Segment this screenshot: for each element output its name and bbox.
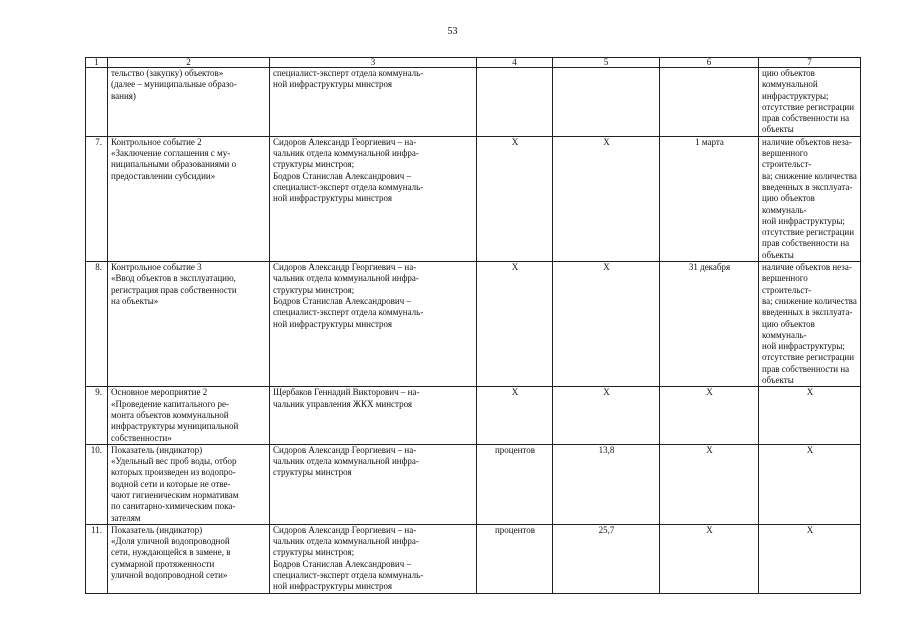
page-number: 53 [447,26,458,37]
risk: наличие объектов неза- вершенного строительст- ва; снижение количества введенных в эксплуата- цию объектов коммуналь- ной инфраструктуры; отсутствие регистрации прав собственности на объекты [759,136,861,261]
value: Х [553,387,660,444]
unit: процентов [477,524,553,593]
value: Х [553,262,660,387]
responsible: специалист-эксперт отдела коммуналь- ной инфраструктуры минстроя [270,68,477,137]
row-number: 9. [86,387,108,444]
date: Х [660,444,759,524]
plan-table [85,57,861,594]
event-name: Контрольное событие 3 «Ввод объектов в эксплуатацию, регистрация прав собственности на объекты» [108,262,270,387]
unit: Х [477,387,553,444]
risk: наличие объектов неза- вершенного строительст- ва; снижение количества введенных в эксплуата- цию объектов коммуналь- ной инфраструктуры; отсутствие регистрации прав собственности на объекты [759,262,861,387]
responsible: Щербаков Геннадий Викторович – на- чальник управления ЖКХ минстроя [270,387,477,444]
header-row [86,58,861,68]
event-name: Основное мероприятие 2 «Проведение капитального ре- монта объектов коммунальной инфраструктуры муниципальной собственности» [108,387,270,444]
event-name: тельство (закупку) объектов» (далее – муниципальные образо- вания) [108,68,270,137]
row-number: 8. [86,262,108,387]
header-cell: 7 [759,58,861,68]
table-row [86,444,861,524]
header-cell: 3 [270,58,477,68]
risk: Х [759,524,861,593]
header-cell: 4 [477,58,553,68]
table-row [86,262,861,387]
table-row [86,387,861,444]
event-name: Контрольное событие 2 «Заключение соглашения с му- ниципальными образованиями о предоставлении субсидии» [108,136,270,261]
header-cell: 2 [108,58,270,68]
unit: процентов [477,444,553,524]
unit: Х [477,262,553,387]
row-number: 10. [86,444,108,524]
event-name: Показатель (индикатор) «Удельный вес проб воды, отбор которых произведен из водопро- водной сети и которые не отве- чают гигиеническим нормативам по санитарно-химическим пока- зателям [108,444,270,524]
value: 13,8 [553,444,660,524]
table-row [86,524,861,593]
value: Х [553,136,660,261]
risk: Х [759,387,861,444]
date [660,68,759,137]
date: Х [660,387,759,444]
row-number: 11. [86,524,108,593]
row-number: 7. [86,136,108,261]
unit [477,68,553,137]
responsible: Сидоров Александр Георгиевич – на- чальник отдела коммунальной инфра- структуры минстроя [270,444,477,524]
responsible: Сидоров Александр Георгиевич – на- чальник отдела коммунальной инфра- структуры минстроя; Бодров Станислав Александрович – специалист-эксперт отдела коммуналь- ной инфраструктуры минстроя [270,524,477,593]
value [553,68,660,137]
date: 1 марта [660,136,759,261]
event-name: Показатель (индикатор) «Доля уличной водопроводной сети, нуждающейся в замене, в суммарной протяженности уличной водопроводной сети» [108,524,270,593]
value: 25,7 [553,524,660,593]
header-cell: 5 [553,58,660,68]
header-cell: 1 [86,58,108,68]
header-cell: 6 [660,58,759,68]
responsible: Сидоров Александр Георгиевич – на- чальник отдела коммунальной инфра- структуры минстроя; Бодров Станислав Александрович – специалист-эксперт отдела коммуналь- ной инфраструктуры минстроя [270,262,477,387]
date: Х [660,524,759,593]
risk: цию объектов коммунальной инфраструктуры; отсутствие регистрации прав собственности на объекты [759,68,861,137]
table-row [86,136,861,261]
row-number [86,68,108,137]
responsible: Сидоров Александр Георгиевич – на- чальник отдела коммунальной инфра- структуры минстроя; Бодров Станислав Александрович – специалист-эксперт отдела коммуналь- ной инфраструктуры минстроя [270,136,477,261]
unit: Х [477,136,553,261]
table-row [86,68,861,137]
risk: Х [759,444,861,524]
date: 31 декабря [660,262,759,387]
